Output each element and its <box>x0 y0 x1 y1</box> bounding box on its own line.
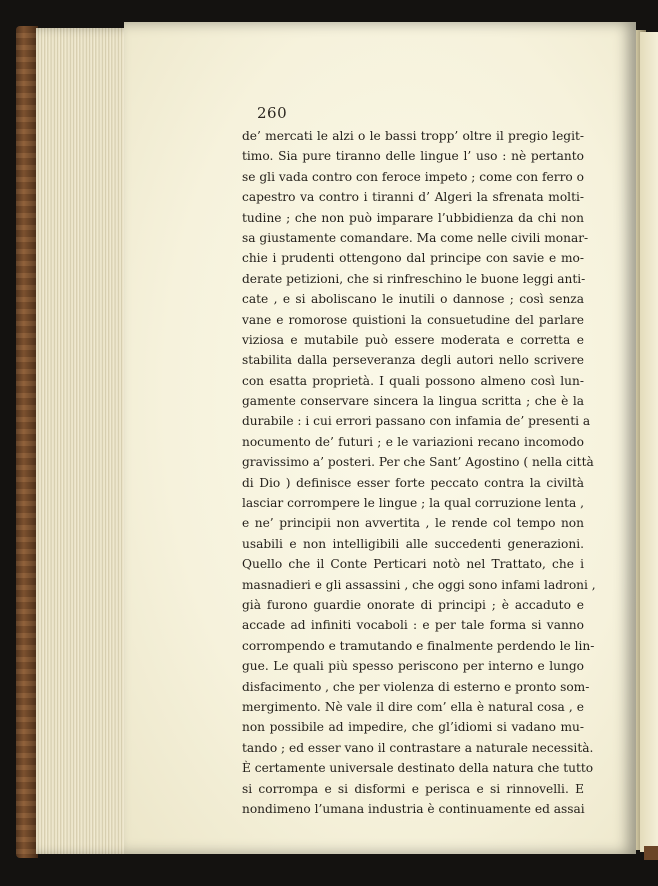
text-line: capestro va contro i tiranni d’ Algeri la sfrenata molti- <box>242 190 584 205</box>
text-line: tudine ; che non può imparare l’ubbidienza da chi non <box>242 210 584 225</box>
text-line: nocumento de’ futuri ; e le variazioni recano incomodo <box>242 434 584 449</box>
text-line: de’ mercati le alzi o le bassi tropp’ oltre il pregio legit- <box>242 129 584 143</box>
text-line: gamente conservare sincera la lingua scritta ; che è la <box>242 394 584 409</box>
text-line: timo. Sia pure tiranno delle lingue l’ uso : nè pertanto <box>242 149 584 164</box>
text-line: tando ; ed esser vano il contrastare a naturale necessità. <box>242 740 594 755</box>
text-line: corrompendo e tramutando e finalmente perdendo le lin- <box>242 638 595 653</box>
text-line: non possibile ad impedire, che gl’idiomi si vadano mu- <box>242 720 584 735</box>
text-line: masnadieri e gli assassini , che oggi sono infami ladroni , <box>242 577 596 592</box>
text-line: con esatta proprietà. I quali possono almeno così lun- <box>242 373 584 388</box>
text-line: derate petizioni, che si rinfreschino le buone leggi anti- <box>242 271 586 286</box>
text-line: gue. Le quali più spesso periscono per interno e lungo <box>242 659 584 674</box>
next-page-edge <box>640 32 658 852</box>
text-line: chie i prudenti ottengono dal principe con savie e mo- <box>242 251 584 266</box>
page-number: 260 <box>257 104 288 122</box>
text-line: sa giustamente comandare. Ma come nelle civili monar- <box>242 230 589 245</box>
text-line: si corrompa e si disformi e perisca e si rinnovelli. E <box>242 781 584 796</box>
text-line: se gli vada contro con feroce impeto ; come con ferro o <box>242 169 584 184</box>
book-cover-corner <box>644 846 658 860</box>
book-cover-spine <box>16 26 38 858</box>
text-line: già furono guardie onorate di principi ; è accaduto e <box>242 597 584 612</box>
text-line: stabilita dalla perseveranza degli autori nello scrivere <box>242 353 584 368</box>
text-line: vane e romorose quistioni la consuetudine del parlare <box>242 312 584 327</box>
text-line: disfacimento , che per violenza di esterno e pronto som- <box>242 679 590 694</box>
text-line: nondimeno l’umana industria è continuamente ed assai <box>242 801 585 816</box>
text-line: e ne’ principii non avvertita , le rende col tempo non <box>242 516 584 531</box>
text-line: cate , e si aboliscano le inutili o dannose ; così senza <box>242 292 584 307</box>
text-line: viziosa e mutabile può essere moderata e corretta e <box>242 332 584 347</box>
text-line: mergimento. Nè vale il dire com’ ella è natural cosa , e <box>242 699 584 714</box>
text-line: Quello che il Conte Perticari notò nel Trattato, che i <box>242 557 584 572</box>
text-line: accade ad infiniti vocaboli : e per tale forma si vanno <box>242 618 584 633</box>
body-text <box>242 126 596 819</box>
text-line: È certamente universale destinato della natura che tutto <box>242 761 594 776</box>
text-line: durabile : i cui errori passano con infamia de’ presenti a <box>242 414 591 429</box>
text-line: usabili e non intelligibili alle succedenti generazioni. <box>242 536 584 551</box>
text-line: lasciar corrompere le lingue ; la qual corruzione lenta , <box>242 496 584 511</box>
text-line: gravissimo a’ posteri. Per che Sant’ Agostino ( nella città <box>242 455 594 470</box>
text-line: di Dio ) definisce esser forte peccato contra la civiltà <box>242 475 584 490</box>
